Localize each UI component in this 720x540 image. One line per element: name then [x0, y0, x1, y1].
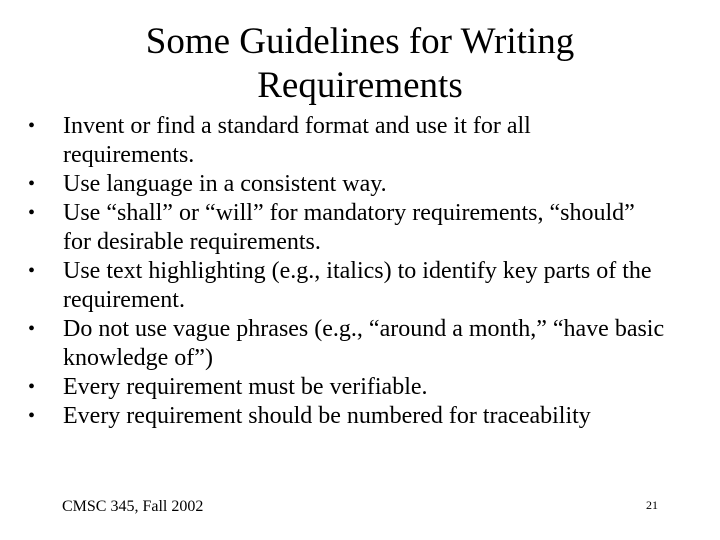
slide-title: [0, 20, 720, 108]
bullet-text: Use “shall” or “will” for mandatory requirements, “should” for desirable requirements.: [63, 200, 635, 255]
bullet-icon: •: [28, 405, 36, 427]
bullet-icon: •: [28, 202, 36, 224]
bullet-icon: •: [28, 115, 36, 137]
bullet-item: [28, 402, 668, 431]
bullet-text: Use language in a consistent way.: [63, 171, 387, 197]
bullet-icon: •: [28, 173, 36, 195]
bullet-icon: •: [28, 318, 36, 340]
bullet-icon: •: [28, 260, 36, 282]
bullet-item: [28, 315, 668, 373]
bullet-text: Do not use vague phrases (e.g., “around a month,” “have basic knowledge of”): [63, 316, 665, 371]
bullet-text: Every requirement should be numbered for traceability: [63, 403, 591, 429]
bullet-text: Use text highlighting (e.g., italics) to identify key parts of the requirement.: [63, 258, 652, 313]
slide-title-line-1: Some Guidelines for Writing: [145, 21, 575, 62]
bullet-item: [28, 112, 668, 170]
bullet-text: Invent or find a standard format and use it for all requirements.: [63, 113, 531, 168]
page-number: 21: [646, 498, 658, 512]
bullet-item: [28, 170, 668, 199]
footer-course-label: CMSC 345, Fall 2002: [62, 498, 204, 515]
slide-title-line-2: Requirements: [257, 65, 463, 106]
bullet-icon: •: [28, 376, 36, 398]
bullet-item: [28, 373, 668, 402]
bullet-item: [28, 199, 668, 257]
bullet-list: [28, 112, 668, 431]
bullet-item: [28, 257, 668, 315]
bullet-text: Every requirement must be verifiable.: [63, 374, 428, 400]
